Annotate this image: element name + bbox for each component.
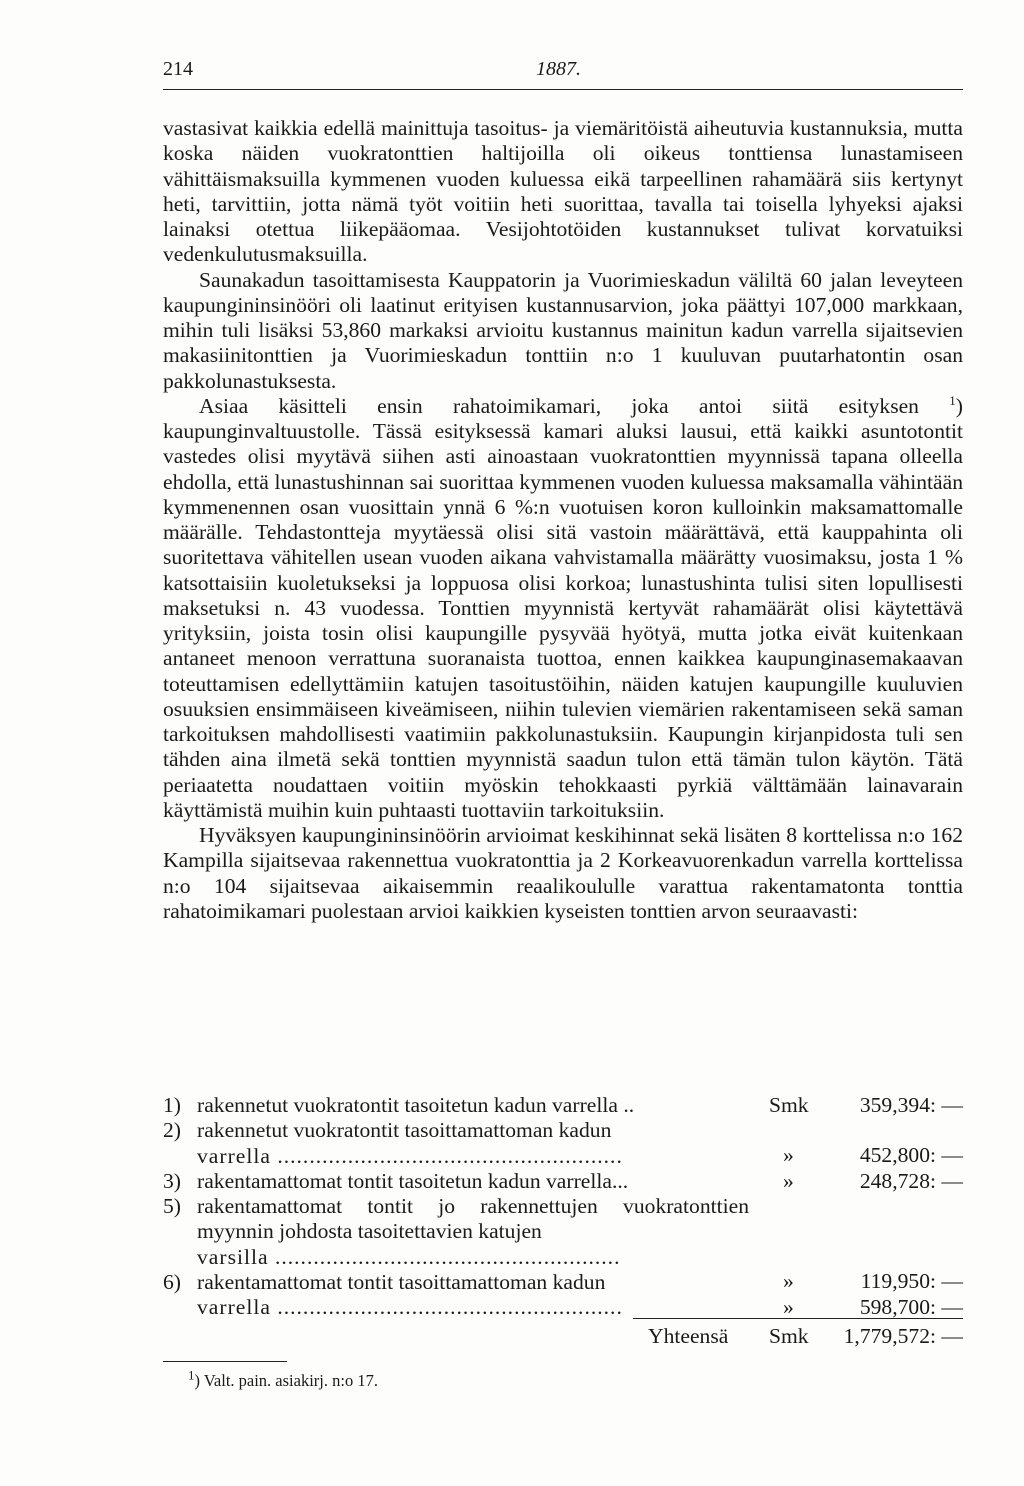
- valuation-table: [163, 1093, 963, 1321]
- row-number: 1): [163, 1093, 181, 1117]
- row-amount: 119,950: —: [860, 1269, 963, 1294]
- table-row: [163, 1270, 963, 1321]
- footnote-rule: [163, 1361, 287, 1362]
- row-amount: 248,728: —: [859, 1168, 963, 1193]
- page-header: [163, 58, 963, 88]
- row-number: 3): [163, 1168, 181, 1193]
- footnote-reference: 1: [949, 392, 956, 408]
- row-number: 6): [163, 1270, 181, 1295]
- body-text: [163, 116, 963, 924]
- table-row: [163, 1118, 963, 1169]
- row-amount: 359,394: —: [859, 1093, 963, 1117]
- header-rule: [163, 89, 963, 90]
- page-year-heading: 1887.: [536, 58, 581, 80]
- row-number: 5): [163, 1194, 181, 1219]
- table-row: [163, 1093, 963, 1118]
- row-description-continued: varrella ......................................................: [197, 1143, 623, 1168]
- total-label: Yhteensä: [648, 1324, 729, 1348]
- paragraph-1: vastasivat kaikkia edellä mainittuja tasoitus- ja viemäritöistä aiheutuvia kustannuksia, mutta koska näiden vuokratonttien haltijoilla oli oikeus tonttiensa lunastamiseen vähittäismaksuilla kymmenen vuoden kuluessa eikä tarpeellinen rahamäärä siis kertynyt heti, tarvittiin, jotta nämä työt voitiin heti suorittaa, tavalla tai toisella lyhyeksi ajaksi lainaksi otettua liikepääomaa. Vesijohtotöiden kustannukset tulivat korvatuiksi vedenkulutusmaksuilla.: [163, 116, 963, 267]
- row-amount: 452,800: —: [859, 1143, 963, 1168]
- total-currency: Smk: [769, 1324, 809, 1348]
- table-row: [163, 1169, 963, 1194]
- row-description: rakentamattomat tontit tasoittamattoman kadun: [197, 1270, 606, 1295]
- paragraph-2: Saunakadun tasoittamisesta Kauppatorin ja Vuorimieskadun väliltä 60 jalan leveyteen kaupungininsinööri oli laatinut erityisen kustannusarvion, joka päättyi 107,000 markkaan, mihin tuli lisäksi 53,860 markaksi arvioitu kustannus mainitun kadun varrella sijaitsevien makasiinitonttien ja Vuorimieskadun tonttiin n:o 1 kuuluvan puutarhatontin osan pakkolunastuksesta.: [163, 267, 963, 393]
- paragraph-4: Hyväksyen kaupungininsinöörin arvioimat keskihinnat sekä lisäten 8 korttelissa n:o 162 Kampilla sijaitsevaa rakennettua vuokratonttia ja 2 Korkeavuorenkadun varrella korttelissa n:o 104 sijaitsevaa aikaisemmin reaalikoululle varattua rakentamatonta tonttia rahatoimikamari puolestaan arvioi kaikkien kyseisten tonttien arvon seuraavasti:: [163, 823, 963, 923]
- row-number: 2): [163, 1118, 181, 1143]
- row-description: rakennetut vuokratontit tasoittamattoman kadun: [197, 1118, 612, 1143]
- row-currency: »: [783, 1143, 794, 1168]
- row-description: rakennetut vuokratontit tasoitetun kadun varrella ..: [197, 1093, 635, 1117]
- total-rule: [633, 1318, 963, 1319]
- row-amount: 598,700: —: [859, 1295, 963, 1320]
- row-currency: »: [783, 1168, 794, 1193]
- row-currency: »: [783, 1295, 794, 1320]
- total-amount: 1,779,572: —: [843, 1324, 963, 1348]
- page-number: 214: [163, 58, 193, 80]
- footnote-mark: 1: [188, 1367, 195, 1383]
- row-currency: »: [783, 1269, 794, 1294]
- row-description: rakentamattomat tontit tasoitetun kadun varrella...: [197, 1168, 629, 1193]
- footnote-text: ) Valt. pain. asiakirj. n:o 17.: [194, 1371, 378, 1390]
- row-currency: Smk: [769, 1093, 809, 1117]
- row-description-continued: varsilla ......................................................: [197, 1244, 621, 1269]
- paragraph-3: Asiaa käsitteli ensin rahatoimikamari, joka antoi siitä esityksen $^1$) kaupunginvaltuustolle. Tässä esityksessä kamari aluksi lausui, että kaikki asuntotontit vastedes olisi myytävä siihen asti ainoastaan vuokratonttien myynnissä tapana olleella ehdolla, että lunastushinnan sai suorittaa kymmenen vuoden kuluessa maksamalla vähintään kymmenennen osan vuosittain ynnä 6 %:n vuotuisen koron kulloinkin maksamattomalle määrälle. Tehdastontteja myytäessä olisi sitä vastoin määrättävä, että kauppahinta oli suoritettava vähitellen usean vuoden aikana vahvistamalla määrätty vuosimaksu, josta 1 % katsottaisiin kuoletukseksi ja loppuosa olisi korkoa; lunastushinta tulisi siten lopullisesti maksetuksi n. 43 vuodessa. Tonttien myynnistä kertyvät rahamäärät olisi käytettävä yrityksiin, joista tosin olisi kaupungille pysyvää hyötyä, mutta jotka eivät kuitenkaan antaneet menoon verrattuna suoranaista tuottoa, ennen kaikkea kaupunginasemakaavan toteuttamisen edellyttämiin katujen tasoitustöihin, näiden katujen kaupungille kuuluvien osuuksien ensimmäiseen kiveämiseen, niihin tulevien viemärien rakentamiseen sekä saman tarkoituksen mahdollisesti vaatimiin pakkolunastuksiin. Kaupungin kirjanpidosta tuli sen tähden aina ilmetä sekä tonttien myynnistä saadun tulon että tämän tulon käytön. Tätä periaatetta noudattaen voitiin myöskin tehokkaasti pyrkiä välttämään lainavarain käyttämistä muihin kuin puhtaasti tuottaviin tarkoituksiin.: [163, 392, 963, 822]
- row-description-continued: varrella ......................................................: [197, 1295, 623, 1320]
- footnote: [188, 1367, 378, 1391]
- row-description: rakentamattomat tontit jo rakennettujen vuokratonttien myynnin johdosta tasoitettavien katujen: [197, 1194, 749, 1244]
